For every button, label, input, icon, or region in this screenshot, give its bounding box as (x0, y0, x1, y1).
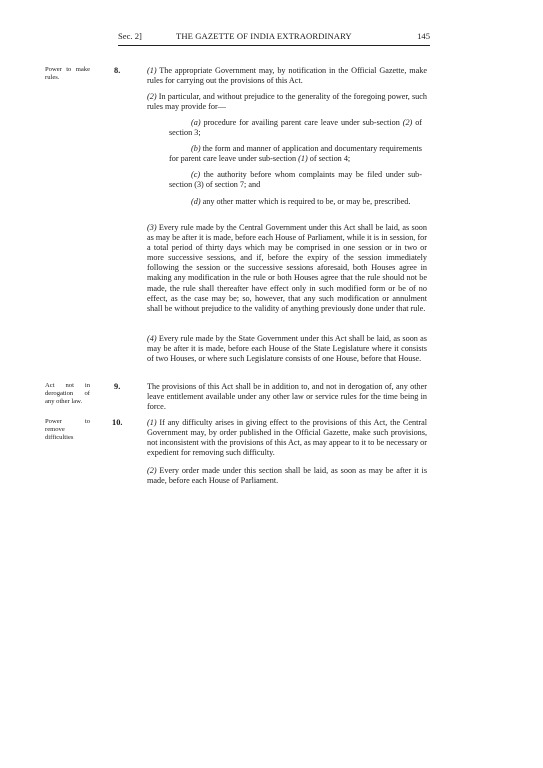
margin-note-section-9: Act not in derogation of any other law. (45, 382, 90, 405)
section-8-subsection-3: (3) Every rule made by the Central Government under this Act shall be laid, as soon as may be after it is made, before each House of Parliament, while it is in session, for a total period of thirty days which may be comprised in one session or in two or more successive sessions, and if, before the expiry of the session immediately following the session or the successive sessions aforesaid, both Houses agree in making any modification in the rule or both Houses agree that the rule should not be made, the rule shall thereafter have effect only in such modified form or be of no effect, as the case may be; so, however, that any such modification or annulment shall be without prejudice to the validity of anything previously done under that rule. (147, 223, 427, 313)
header-title: THE GAZETTE OF INDIA EXTRAORDINARY (176, 31, 352, 41)
margin-note-section-8: Power to make rules. (45, 66, 90, 81)
clause-a: (a) procedure for availing parent care leave under sub-section (2) of section 3; (169, 118, 423, 138)
section-8-subsection-1: (1) The appropriate Government may, by notification in the Official Gazette, make rules for carrying out the provisions of this Act. (147, 66, 427, 86)
section-9-number: 9. (114, 382, 121, 391)
page-number: 145 (417, 31, 430, 41)
header-section: Sec. 2] (118, 31, 142, 41)
clause-b: (b) the form and manner of application and documentary requirements for parent care leave under sub-section (1) of section 4; (169, 144, 422, 164)
section-8-number: 8. (114, 66, 121, 75)
section-10-subsection-1: (1) If any difficulty arises in giving effect to the provisions of this Act, the Central Government may, by order published in the Official Gazette, make such provisions, not inconsistent with the provisions of this Act, as may appear to it to be necessary or expedient for removing such difficulty. (147, 418, 428, 458)
margin-note-section-10: Power to remove difficulties (45, 418, 90, 441)
section-10-number: 10. (112, 418, 123, 427)
clause-c: (c) the authority before whom complaints may be filed under sub-section (3) of section 7; and (169, 170, 422, 190)
section-10-subsection-2: (2) Every order made under this section shall be laid, as soon as may be after it is made, before each House of Parliament. (147, 466, 428, 486)
section-9-text: The provisions of this Act shall be in addition to, and not in derogation of, any other leave entitlement available under any other law or service rules for the time being in force. (147, 382, 427, 412)
section-8-subsection-4: (4) Every rule made by the State Government under this Act shall be laid, as soon as may be after it is made, before each House of the State Legislature where it consists of two Houses, or where such Legislature consists of one House, before that House. (147, 334, 427, 364)
page-header (118, 29, 430, 46)
section-8-subsection-2: (2) In particular, and without prejudice to the generality of the foregoing power, such rules may provide for— (147, 92, 428, 112)
clause-d: (d) any other matter which is required to be, or may be, prescribed. (191, 197, 411, 206)
